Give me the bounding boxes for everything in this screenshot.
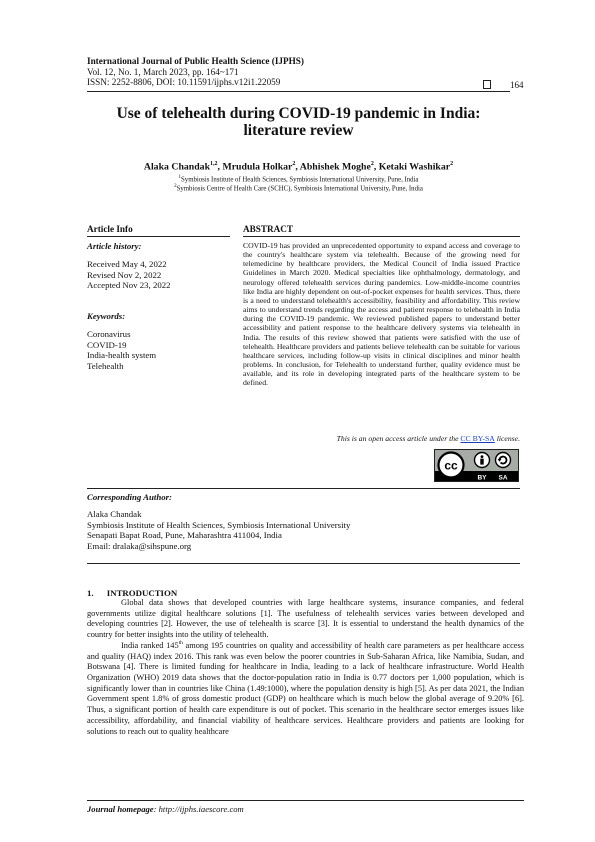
homepage-label: Journal homepage <box>87 804 154 814</box>
corresponding-bottom-rule <box>87 563 520 564</box>
page-icon <box>483 80 491 89</box>
affiliation-mark: 2 <box>174 184 177 189</box>
affiliation-mark: 1 <box>178 175 182 180</box>
corresponding-line: Symbiosis Institute of Health Sciences, Symbiosis International University <box>87 519 351 530</box>
author-name: Mrudula Holkar <box>222 161 293 173</box>
keyword: Coronavirus <box>87 329 131 339</box>
page-number: 164 <box>510 80 524 90</box>
affiliation <box>87 183 510 193</box>
open-access-prefix: This is an open access article under the <box>336 434 461 443</box>
affiliation-text: Symbiosis Institute of Health Sciences, Symbiosis International University, Pune, India <box>181 176 419 184</box>
journal-header <box>87 56 304 88</box>
article-info-heading: Article Info <box>87 224 133 234</box>
history-entry: Accepted Nov 23, 2022 <box>87 280 171 291</box>
keyword: India-health system <box>87 350 157 361</box>
author-list <box>87 161 510 172</box>
author-name: Ketaki Washikar <box>378 161 451 173</box>
corresponding-email: Email: dralaka@sihspune.org <box>87 540 192 551</box>
author-affiliation-mark: 2 <box>292 161 296 167</box>
corresponding-line: Senapati Bapat Road, Pune, Maharashtra 411004, India <box>87 530 282 541</box>
open-access-suffix: license. <box>494 434 520 443</box>
header-rule <box>87 91 510 92</box>
abstract-text: COVID-19 has provided an unprecedented opportunity to expand access and coverage to the country's healthcare system via telehealth. Because of the growing need for telemedicine by healthcare providers, the Medical Council of India issued Practice Guidelines in March 2020. Medical specialties like ophthalmology, dermatology, and neurology offered telehealth services during pandemics. Low-middle-income countries like India are highly dependent on out-of-pocket expenses for health services. Thus, there is a need to understand telehealth's accessibility, feasibility and affordability. This review aims to understand trends regarding the access and patient response to telehealth in India during the COVID-19 pandemic. We reviewed published papers to understand better accessibility and patient response to the healthcare delivery systems via telehealth in India. The results of this review showed that patients were satisfied with the use of telehealth. Healthcare providers and patients believe telehealth can be suitable for various healthcare services, including follow-up visits in clinical disciplines and minor health problems. In conclusion, for Telehealth to understand further, quality evidence must be available, and its role in developing integrated parts of the healthcare system to be defined. <box>243 241 520 388</box>
author-name: Alaka Chandak <box>143 161 211 173</box>
paper-title <box>87 105 510 139</box>
keyword-list <box>87 329 156 371</box>
abstract-rule <box>243 236 520 237</box>
paragraph: Global data shows that developed countries with large healthcare systems, insurance companies, and federal governments utilize digital healthcare solutions [1]. The usefulness of telehealth services varies between developed and developing countries [2]. However, the use of telehealth is scarce [3]. It is essential to understand the health dynamics of the country for better insights into the utility of telehealth. <box>87 598 524 640</box>
introduction-body <box>87 598 524 737</box>
article-info-rule <box>87 236 230 237</box>
journal-homepage <box>87 804 244 814</box>
author-separator: , <box>373 161 379 173</box>
open-access-notice <box>243 434 520 443</box>
license-link[interactable]: CC BY-SA <box>460 434 495 443</box>
author-separator: , <box>217 161 223 173</box>
history-entry: Received May 4, 2022 <box>87 259 167 269</box>
affiliation-text: Symbiosis Centre of Health Care (SCHC), Symbiosis International University, Pune, India <box>176 185 423 193</box>
history-list <box>87 259 171 291</box>
history-entry: Revised Nov 2, 2022 <box>87 269 162 280</box>
badge-sa-text: SA <box>498 474 508 481</box>
history-heading: Article history: <box>87 241 142 251</box>
paragraph-text: among 195 countries on quality and accessibility of health care parameters as per healthcare access and quality (HAQ) index 2016. This rank was even below the poorer countries in Sub-Saharan Africa, like Namibia, Sudan, and Botswana [4]. There is limited funding for healthcare in India, leading to a lack of healthcare infrastructure. World Health Organization (WHO) 2019 data shows that the doctor-population ratio in India is 0.77 doctors per 1,000 population, which is significantly lower than in countries like China (1.49:1000), where the population density is high [5]. As per data 2021, the Indian Government spent 1.8% of gross domestic product (GDP) on healthcare which is much below the global average of 9.20% [6]. Thus, a significant portion of health care expenditure is out of pocket. This scenario in the healthcare sector emerges issues like accessibility, affordability, and financial viability of healthcare services. Healthcare providers and patients are looking for solutions to reach out to quality healthcare <box>87 640 524 736</box>
badge-by-text: BY <box>477 474 487 481</box>
abstract-heading: ABSTRACT <box>243 224 294 234</box>
keyword: COVID-19 <box>87 339 127 350</box>
paper-title-line-1: Use of telehealth during COVID-19 pandemic in India: <box>116 105 481 122</box>
keyword: Telehealth <box>87 360 124 371</box>
journal-title: International Journal of Public Health Science (IJPHS) <box>87 56 304 66</box>
keywords-heading: Keywords: <box>87 311 126 321</box>
author-affiliation-mark: 2 <box>450 161 454 167</box>
abstract-bottom-rule <box>87 488 520 489</box>
cc-license-icon <box>435 450 518 481</box>
svg-text:cc: cc <box>444 458 458 473</box>
paragraph-text: India ranked 145 <box>121 640 179 650</box>
author-affiliation-mark: 2 <box>370 161 374 167</box>
paper-title-line-2: literature review <box>243 122 354 139</box>
author-affiliation-mark: 1,2 <box>210 161 218 167</box>
cc-by-sa-badge[interactable] <box>434 449 519 482</box>
ordinal-suffix: th <box>178 640 183 647</box>
footer-rule <box>87 800 524 801</box>
homepage-link[interactable]: : http://ijphs.iaescore.com <box>153 804 244 814</box>
corresponding-line: Alaka Chandak <box>87 509 142 519</box>
section-heading-introduction: 1. INTRODUCTION <box>87 588 178 598</box>
author-separator: , <box>295 161 300 173</box>
paragraph <box>87 641 524 737</box>
journal-issn: ISSN: 2252-8806, DOI: 10.11591/ijphs.v12i1.22059 <box>87 77 281 87</box>
author-name: Abhishek Moghe <box>299 161 371 173</box>
corresponding-author <box>87 509 350 551</box>
journal-volume: Vol. 12, No. 1, March 2023, pp. 164~171 <box>87 66 239 77</box>
corresponding-heading: Corresponding Author: <box>87 492 172 502</box>
